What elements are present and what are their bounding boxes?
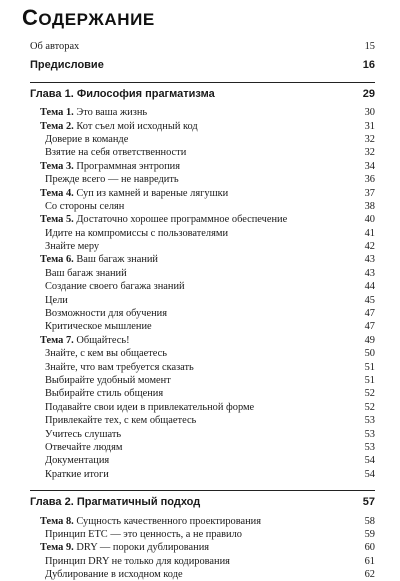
toc-entry-subtopic[interactable]: Выбирайте удобный момент 51 (45, 374, 375, 386)
toc-entry-subtopic[interactable]: Ваш багаж знаний 43 (45, 267, 375, 279)
toc-entry-subtopic[interactable]: Дублирование в исходном коде 62 (45, 569, 375, 581)
toc-entry-topic[interactable]: Тема 7. Общайтесь! 49 (40, 334, 375, 346)
page-title-rest: ОДЕРЖАНИЕ (38, 10, 155, 29)
chapter-rule (30, 82, 375, 83)
toc-entry-subtopic[interactable]: Доверие в команде 32 (45, 133, 375, 145)
toc-entry-topic[interactable]: Тема 4. Суп из камней и вареные лягушки 37 (40, 187, 375, 199)
toc-entry-chapter[interactable]: Глава 1. Философия прагматизма 29 (30, 87, 375, 100)
toc-entry-subtopic[interactable]: Критическое мышление 47 (45, 321, 375, 333)
toc-entry-chapter[interactable]: Глава 2. Прагматичный подход 57 (30, 496, 375, 509)
toc-entry-subtopic[interactable]: Отвечайте людям 53 (45, 441, 375, 453)
page-title-initial: С (22, 5, 39, 30)
toc-entry-subtopic[interactable]: Идите на компромиссы с пользователями 41 (45, 227, 375, 239)
toc-entry-topic[interactable]: Тема 9. DRY — пороки дублирования 60 (40, 542, 375, 554)
toc-entry-subtopic[interactable]: Прежде всего — не навредить 36 (45, 174, 375, 186)
toc-entry-subtopic[interactable]: Документация 54 (45, 455, 375, 467)
toc-entry-subtopic[interactable]: Учитесь слушать 53 (45, 428, 375, 440)
page-title (22, 5, 155, 31)
toc-entry-subtopic[interactable]: Создание своего багажа знаний 44 (45, 281, 375, 293)
toc-entry-topic[interactable]: Тема 2. Кот съел мой исходный код 31 (40, 120, 375, 132)
toc-entry-subtopic[interactable]: Цели 45 (45, 294, 375, 306)
toc-entry-subtopic[interactable]: Знайте меру 42 (45, 241, 375, 253)
toc-entry-subtopic[interactable]: Подавайте свои идеи в привлекательной форме 52 (45, 401, 375, 413)
toc-entry-subtopic[interactable]: Принцип DRY не только для кодирования 61 (45, 555, 375, 567)
toc-entry-heading[interactable]: Предисловие 16 (30, 59, 375, 72)
chapter-rule (30, 490, 375, 491)
toc-entry-topic[interactable]: Тема 8. Сущность качественного проектирования 58 (40, 515, 375, 527)
toc-entry-subtopic[interactable]: Выбирайте стиль общения 52 (45, 388, 375, 400)
toc-entry-topic[interactable]: Тема 1. Это ваша жизнь 30 (40, 107, 375, 119)
toc-entry[interactable]: Об авторах 15 (30, 41, 375, 52)
toc-entry-subtopic[interactable]: Взятие на себя ответственности 32 (45, 147, 375, 159)
toc-entry-topic[interactable]: Тема 5. Достаточно хорошее программное обеспечение 40 (40, 214, 375, 226)
toc-entry-subtopic[interactable]: Знайте, что вам требуется сказать 51 (45, 361, 375, 373)
toc-entry-subtopic[interactable]: Знайте, с кем вы общаетесь 50 (45, 348, 375, 360)
toc-list (0, 40, 400, 581)
toc-entry-subtopic[interactable]: Привлекайте тех, с кем общаетесь 53 (45, 415, 375, 427)
toc-entry-subtopic[interactable]: Принцип ETC — это ценность, а не правило 59 (45, 528, 375, 540)
toc-entry-subtopic[interactable]: Со стороны селян 38 (45, 200, 375, 212)
toc-entry-topic[interactable]: Тема 6. Ваш багаж знаний 43 (40, 254, 375, 266)
toc-entry-topic[interactable]: Тема 3. Программная энтропия 34 (40, 160, 375, 172)
toc-entry-subtopic[interactable]: Возможности для обучения 47 (45, 308, 375, 320)
toc-entry-subtopic[interactable]: Краткие итоги 54 (45, 468, 375, 480)
